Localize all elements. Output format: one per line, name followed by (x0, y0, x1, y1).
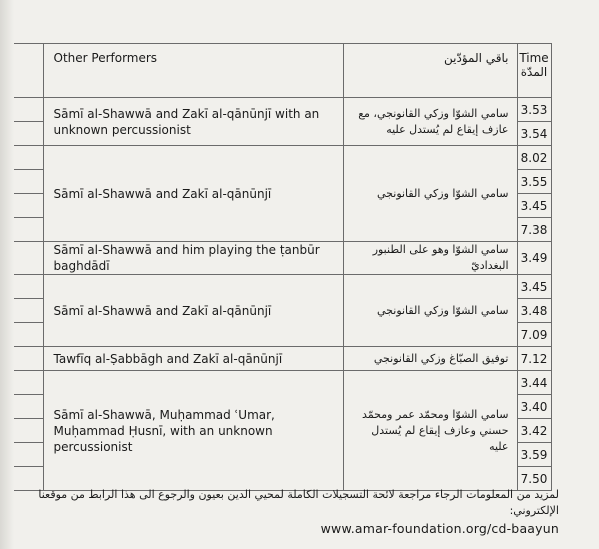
time-cell: 7.09 (517, 323, 551, 347)
performers-en: Sāmī al-Shawwā, Muḥammad ʿUmar, Muḥammad Ḥusnī, with an unknown percussionist (43, 371, 343, 491)
table-row (14, 146, 551, 170)
time-cell: 3.40 (517, 395, 551, 419)
time-cell: 7.12 (517, 347, 551, 371)
table-row (14, 347, 551, 371)
header-performers-ar: باقي المؤدّين (343, 44, 517, 98)
performers-en: Sāmī al-Shawwā and Zakī al-qānūnjī (43, 275, 343, 347)
performers-table (14, 43, 552, 491)
time-cell: 3.59 (517, 443, 551, 467)
time-cell: 3.54 (517, 122, 551, 146)
time-cell: 3.44 (517, 371, 551, 395)
time-cell: 3.45 (517, 275, 551, 299)
performers-ar: سامي الشوّا وزكي القانونجي، مع عازف إيقاع لم يُستدل عليه (343, 98, 517, 146)
time-cell: 3.49 (517, 242, 551, 275)
performers-en: Sāmī al-Shawwā and Zakī al-qānūnjī with an unknown percussionist (43, 98, 343, 146)
header-time-en: Time (519, 51, 549, 65)
performers-en: Sāmī al-Shawwā and Zakī al-qānūnjī (43, 146, 343, 242)
header-time (517, 44, 551, 98)
performers-ar: سامي الشوّا ومحمّد عمر ومحمّد حسني وعازف إيقاع لم يُستدل عليه (343, 371, 517, 491)
time-cell: 3.55 (517, 170, 551, 194)
time-cell: 3.42 (517, 419, 551, 443)
time-cell: 3.45 (517, 194, 551, 218)
footer-arabic-note: لمزيد من المعلومات الرجاء مراجعة لائحة التسجيلات الكاملة لمحيي الدين بعيون والرجوع الى هذا الرابط من موقعنا الإلكتروني: (38, 488, 559, 517)
time-cell: 3.53 (517, 98, 551, 122)
time-cell: 3.48 (517, 299, 551, 323)
header-blank-cell (14, 44, 43, 98)
time-cell: 7.38 (517, 218, 551, 242)
table-header-row (14, 44, 551, 98)
table-row (14, 242, 551, 275)
performers-en: Sāmī al-Shawwā and him playing the ṭanbūr baghdādī (43, 242, 343, 275)
footer-url[interactable]: www.amar-foundation.org/cd-baayun (320, 521, 559, 536)
header-time-ar: المدّة (520, 65, 548, 79)
performers-ar: سامي الشوّا وهو على الطنبور البغداديّ (343, 242, 517, 275)
time-cell: 7.50 (517, 467, 551, 491)
table-row (14, 98, 551, 122)
performers-ar: سامي الشوّا وزكي القانونجي (343, 146, 517, 242)
performers-ar: سامي الشوّا وزكي القانونجي (343, 275, 517, 347)
performers-en: Tawfīq al-Ṣabbāgh and Zakī al-qānūnjī (43, 347, 343, 371)
footer-note (0, 487, 559, 536)
time-cell: 8.02 (517, 146, 551, 170)
table-row (14, 275, 551, 299)
table-row (14, 371, 551, 395)
page-gutter (0, 0, 14, 549)
header-performers-en: Other Performers (43, 44, 343, 98)
performers-ar: توفيق الصبّاغ وزكي القانونجي (343, 347, 517, 371)
